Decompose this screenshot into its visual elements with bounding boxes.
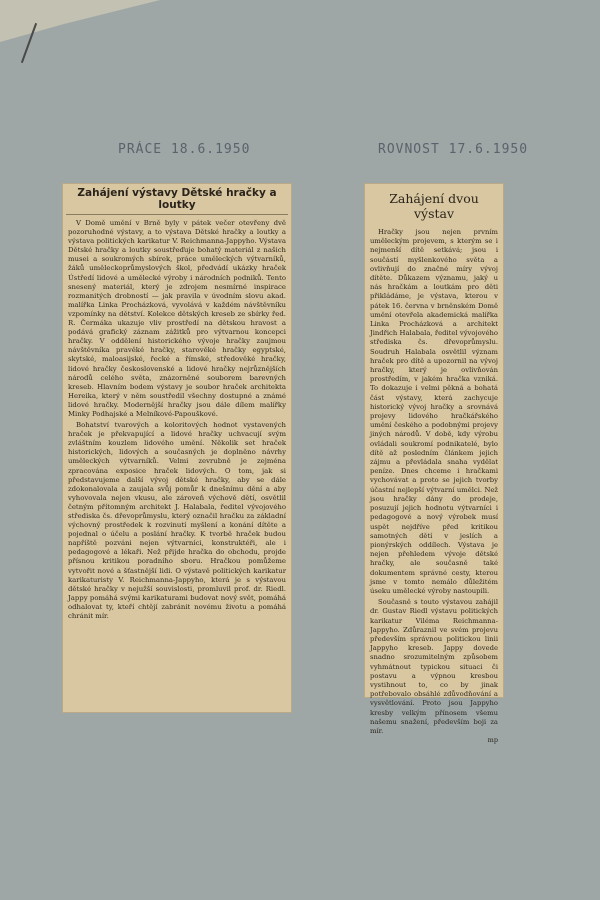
article-paragraph: Současně s touto výstavou zahájil dr. Gustav Riedl výstavu politických karikatur Viléma Reichmanna-Jappyho. Zdůraznil ve svém projevu především správnou politickou linii Jappyho kreseb. Jappy dovede snadno srozumitelným způsobem vyhmátnout typickou situaci či postavu a výpnou kresbou vystihnout to, co by jinak potřebovalo obsáhlé zdůvodňování a vysvětlování. Proto jsou Jappyho kresby velkým přínosem všemu našemu snažení, především boji za mír. bbox=[370, 598, 498, 735]
article-paragraph: V Domě umění v Brně byly v pátek večer otevřeny dvě pozoruhodné výstavy, a to výstava Dětské hračky a loutky a výstava politických karikatur V. Reichmanna-Jappyho. Výstava Dětské hračky a loutky soustřeďuje bohatý materiál z našich musei a soukromých sbírek, práce uměleckých výtvarníků, žáků uměleckoprůmyslových škol, předvádí ukázky hraček Ústředí lidové a umělecké výroby i národních podniků. Tento snesený materiál, který je zdrojem nesmírné inspirace rozmanitých drobností — jak pravila v úvodním slovu akad. malířka Linka Procházková, vyvolává v každém návštěvníku vzpomínky na dětství. Kolekce dětských kreseb ze sbírky řed. R. Čermáka ukazuje vliv prostředí na dětskou hravost a podává grafický záznam zážitků pro výtvarnou koncepci hračky. V oddělení historického vývoje hračky zaujmou návštěvníka pravěké hračky, starověké hračky egyptské, skytské, maloasijské, řecké a římské, středověké hračky, lidové hračky československé a lidové hračky nejrůznějších národů celého světa, znázorněné souborem barevných kreseb. Hlavním bodem výstavy je soubor hraček architekta Hereika, který v něm soustředil všechny dostupné a známé lidové hračky. Modernější hračky jsou dále dílem malířky Minky Podhajské a Melníkové-Papouškové. bbox=[68, 219, 286, 418]
article-body bbox=[364, 224, 504, 745]
article-headline: Zahájení dvou výstav bbox=[389, 191, 479, 221]
source-stamp-left: PRÁCE 18.6.1950 bbox=[118, 142, 251, 157]
article-paragraph: Bohatství tvarových a koloritových hodnot vystavených hraček je překvapující a lidové hračky uchvacují svým zvláštním kouzlem lidového umění. Několik set hraček historických, lidových a současných je doplněno návrhy uměleckých výtvarníků. Velmi zevrubně je zejména zpracována exposice hraček lidových. O tom, jak si představujeme další vývoj dětské hračky, aby se dále zdokonalovala a zaujala svůj pomůr k dnešnímu dění a aby vyhovovala nejen vkusu, ale zároveň výchově dětí, osvětlil četným přítomným architekt J. Halabala, ředitel vývojového střediska čs. dřevoprůmyslu, který označil hračku za základní výchovný prostředek k rozvinutí myšlení a konání dítěte a pojednal o účelu a poslání hračky. K tvorbě hraček budou napříště pozváni nejen výtvarníci, konstruktéři, ale i pedagogové a lékaři. Než přijde hračka do obchodu, projde přísnou kritikou poradního sboru. Hračkou pomůžeme vytvořit nové a šťastnější lidi. O výstavě politických karikatur karikaturisty V. Reichmanna-Jappyho, která je s výstavou dětské hračky v nejužší souvislosti, promluvil prof. dr. Riedl. Jappy pomáhá svými karikaturami budovat nový svět, pomáhá odhalovat ty, kteří chtějí zabránit novému životu a pomáhá chránit mír. bbox=[68, 421, 286, 621]
author-signature: mp bbox=[487, 736, 498, 745]
article-headline: Zahájení výstavy Dětské hračky a loutky bbox=[66, 183, 288, 215]
source-stamp-right: ROVNOST 17.6.1950 bbox=[378, 142, 529, 157]
newspaper-clipping-left bbox=[62, 183, 292, 713]
article-paragraph: Hračky jsou nejen prvním uměleckým projevem, s kterým se i nejmenší dítě setkává; jsou i součástí myšlenkového světa a ovlivňují do značné míry vývoj dítěte. Důkazem významu, jaký u nás hračkám a loutkám pro děti přikládáme, je výstava, kterou v pátek 16. června v brněnském Domě umění otevřela akademická malířka Linka Procházková a architekt Jindřich Halabala, ředitel vývojového střediska čs. dřevoprůmyslu. Soudruh Halabala osvětlil význam hraček pro dítě a upozornil na vývoj hračky, který je ovlivňován prostředím, v jakém hračka vzniká. To dokazuje i velmi pěkná a bohatá část výstavy, která zachycuje historický vývoj hračky a srovnává projevy lidového hračkářského umění českého a podobnými projevy jiných národů. V době, kdy výrobu ovládali soukromí podnikatelé, bylo dítě až posledním článkem jejich zájmu a převládala snaha vydělat peníze. Dnes chceme i hračkami vychovávat a proto se jejich tvorby účastní nejlepší výtvarní umělci. Než jsou hračky dány do prodeje, posuzují jejich hodnotu výtvarníci i pedagogové a nový výrobek musí uspět nejdříve před kritikou samotných dětí v jeslích a pionýrských oddílech. Výstava je nejen přehledem vývoje dětské hračky, ale současně také dokumentem správné cesty, kterou jsme v tomto nemálo důležitém úseku umělecké výroby nastoupili. bbox=[370, 228, 498, 595]
article-body bbox=[62, 215, 292, 725]
newspaper-clipping-right bbox=[364, 183, 504, 745]
